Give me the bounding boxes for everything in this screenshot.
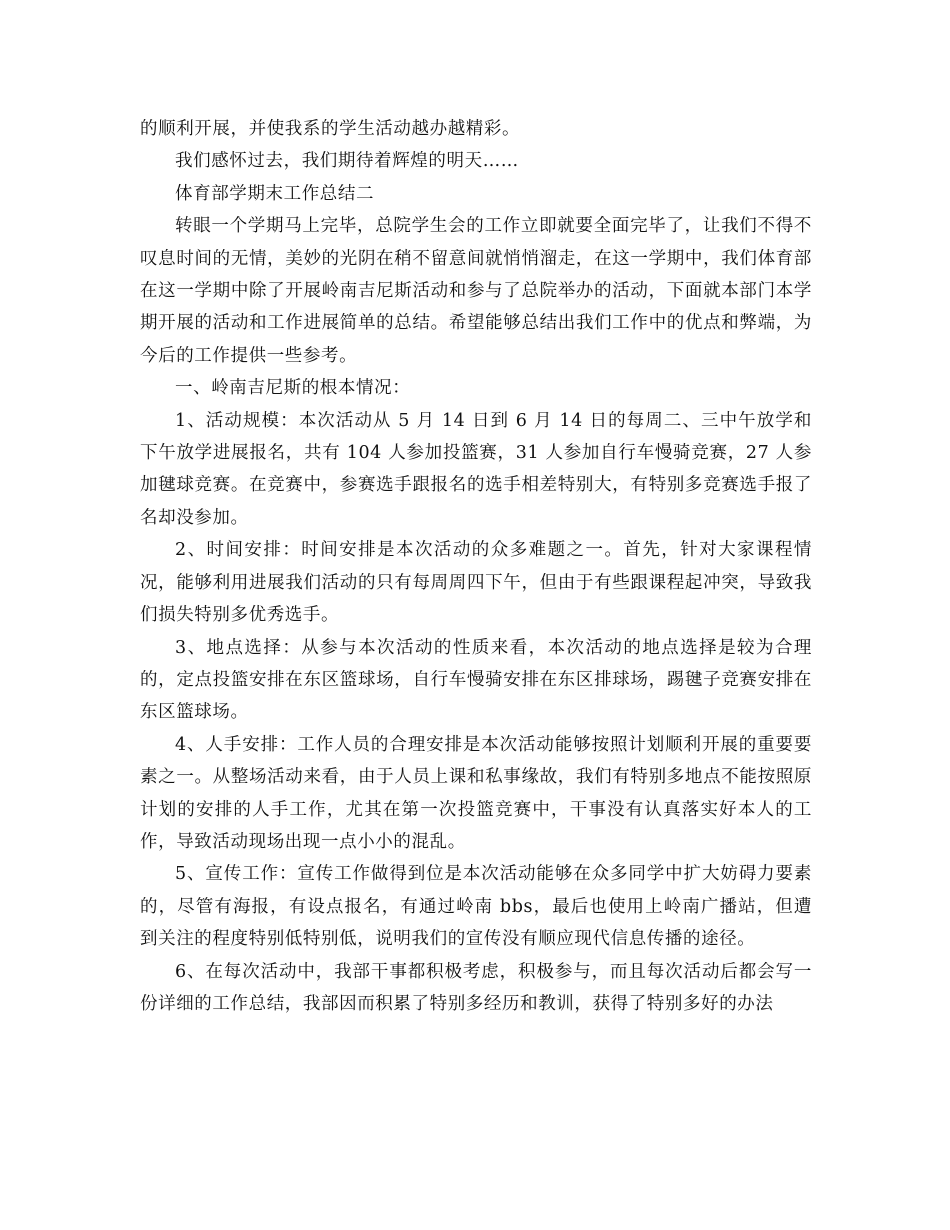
list-item-venue: 3、地点选择：从参与本次活动的性质来看，本次活动的地点选择是较为合理的，定点投篮安排在东区篮球场，自行车慢骑安排在东区排球场，踢毽子竞赛安排在东区篮球场。 [140,637,812,723]
paragraph-intro: 转眼一个学期马上完毕，总院学生会的工作立即就要全面完毕了，让我们不得不叹息时间的无情，美妙的光阴在稍不留意间就悄悄溜走，在这一学期中，我们体育部在这一学期中除了开展岭南吉尼斯活动和参与了总院举办的活动，下面就本部门本学期开展的活动和工作进展简单的总结。希望能够总结出我们工作中的优点和弊端，为今后的工作提供一些参考。 [140,216,812,366]
list-item-staffing: 4、人手安排：工作人员的合理安排是本次活动能够按照计划顺利开展的重要要素之一。从整场活动来看，由于人员上课和私事缘故，我们有特别多地点不能按照原计划的安排的人手工作，尤其在第一次投篮竞赛中，干事没有认真落实好本人的工作，导致活动现场出现一点小小的混乱。 [140,734,812,852]
list-item-scale: 1、活动规模：本次活动从 5 月 14 日到 6 月 14 日的每周二、三中午放学和下午放学进展报名，共有 104 人参加投篮赛，31 人参加自行车慢骑竞赛，27 人参加毽球竞赛。在竞赛中，参赛选手跟报名的选手相差特别大，有特别多竞赛选手报了名却没参加。 [140,410,812,528]
paragraph-continuation: 的顺利开展，并使我系的学生活动越办越精彩。 [140,119,521,139]
paragraph-reflection: 我们感怀过去，我们期待着辉煌的明天…… [175,151,519,172]
list-item-schedule: 2、时间安排：时间安排是本次活动的众多难题之一。首先，针对大家课程情况，能够利用进展我们活动的只有每周周四下午，但由于有些跟课程起冲突，导致我们损失特别多优秀选手。 [140,540,812,626]
document-body [140,113,812,1020]
list-item-summary: 6、在每次活动中，我部干事都积极考虑，积极参与，而且每次活动后都会写一份详细的工作总结，我部因而积累了特别多经历和教训，获得了特别多好的办法 [140,961,812,1014]
section-title: 体育部学期末工作总结二 [175,183,375,204]
list-item-publicity: 5、宣传工作：宣传工作做得到位是本次活动能够在众多同学中扩大妨碍力要素的，尽管有海报，有设点报名，有通过岭南 bbs，最后也使用上岭南广播站，但遭到关注的程度特别低特别低，说明我们的宣传没有顺应现代信息传播的途径。 [140,864,812,950]
subsection-heading: 一、岭南吉尼斯的根本情况： [175,378,411,399]
